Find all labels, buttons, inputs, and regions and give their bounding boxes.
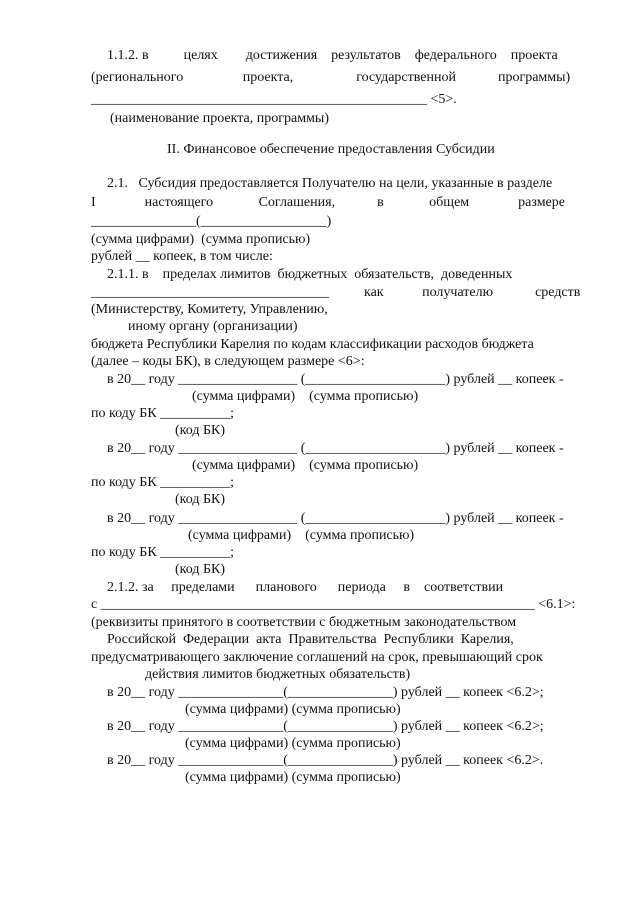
requisites-caption-1: (реквизиты принятого в соответствии с бюджетным законодательством — [91, 615, 517, 630]
bk-code-row-3: по коду БК __________; — [91, 545, 235, 560]
year-row-3: в 20__ году _________________ (____________________) рублей __ копеек - — [107, 511, 564, 526]
beyond-year-row-3: в 20__ году _______________(_______________) рублей __ копеек <6.2>. — [107, 753, 544, 768]
requisites-caption-3: предусматривающего заключение соглашений на срок, превышающий срок — [91, 650, 543, 665]
recipient-caption-1: (Министерству, Комитету, Управлению, — [91, 302, 328, 317]
total-amount-blank: _______________(__________________) — [91, 214, 332, 229]
clause-2-1-line1: 2.1. Субсидия предоставляется Получателю на цели, указанные в разделе — [107, 176, 553, 191]
rubles-kopecks-line: рублей __ копеек, в том числе: — [91, 249, 273, 264]
year-row-2-caption: (сумма цифрами) (сумма прописью) — [192, 458, 419, 473]
bk-code-caption-1: (код БК) — [175, 423, 226, 438]
clause-2-1-2-line2: с ______________________________________________________________ <6.1>: — [91, 597, 576, 612]
budget-line2: (далее – коды БК), в следующем размере <6>: — [91, 354, 365, 369]
clause-2-1-2-line1: 2.1.2. за пределами планового периода в соответствии — [107, 580, 504, 595]
clause-1-1-2-line2: (регионального проекта, государственной программы) — [91, 70, 571, 85]
beyond-year-row-1: в 20__ году _______________(_______________) рублей __ копеек <6.2>; — [107, 685, 544, 700]
beyond-year-row-2: в 20__ году _______________(_______________) рублей __ копеек <6.2>; — [107, 719, 544, 734]
bk-code-caption-2: (код БК) — [175, 492, 226, 507]
requisites-caption-4: действия лимитов бюджетных обязательств) — [145, 667, 411, 682]
bk-code-caption-3: (код БК) — [175, 562, 226, 577]
beyond-year-row-3-caption: (сумма цифрами) (сумма прописью) — [185, 770, 401, 785]
year-row-1-caption: (сумма цифрами) (сумма прописью) — [192, 389, 419, 404]
clause-2-1-1-line2: __________________________________ как получателю средств — [91, 285, 581, 300]
project-name-blank: ________________________________________________ <5>. — [91, 92, 457, 107]
project-name-caption: (наименование проекта, программы) — [110, 111, 329, 126]
clause-2-1-line2: I настоящего Соглашения, в общем размере — [91, 195, 565, 210]
total-amount-caption: (сумма цифрами) (сумма прописью) — [91, 232, 311, 247]
beyond-year-row-2-caption: (сумма цифрами) (сумма прописью) — [185, 736, 401, 751]
budget-line1: бюджета Республики Карелия по кодам классификации расходов бюджета — [91, 337, 534, 352]
year-row-3-caption: (сумма цифрами) (сумма прописью) — [188, 528, 415, 543]
clause-1-1-2-line1: 1.1.2. в целях достижения результатов федерального проекта — [107, 48, 558, 63]
recipient-caption-2: иному органу (организации) — [128, 319, 298, 334]
bk-code-row-1: по коду БК __________; — [91, 406, 235, 421]
year-row-1: в 20__ году _________________ (____________________) рублей __ копеек - — [107, 372, 564, 387]
beyond-year-row-1-caption: (сумма цифрами) (сумма прописью) — [185, 702, 401, 717]
section-2-heading: II. Финансовое обеспечение предоставления Субсидии — [167, 142, 495, 157]
bk-code-row-2: по коду БК __________; — [91, 475, 235, 490]
clause-2-1-1-line1: 2.1.1. в пределах лимитов бюджетных обязательств, доведенных — [107, 267, 513, 282]
requisites-caption-2: Российской Федерации акта Правительства Республики Карелия, — [107, 632, 514, 647]
year-row-2: в 20__ году _________________ (____________________) рублей __ копеек - — [107, 441, 564, 456]
